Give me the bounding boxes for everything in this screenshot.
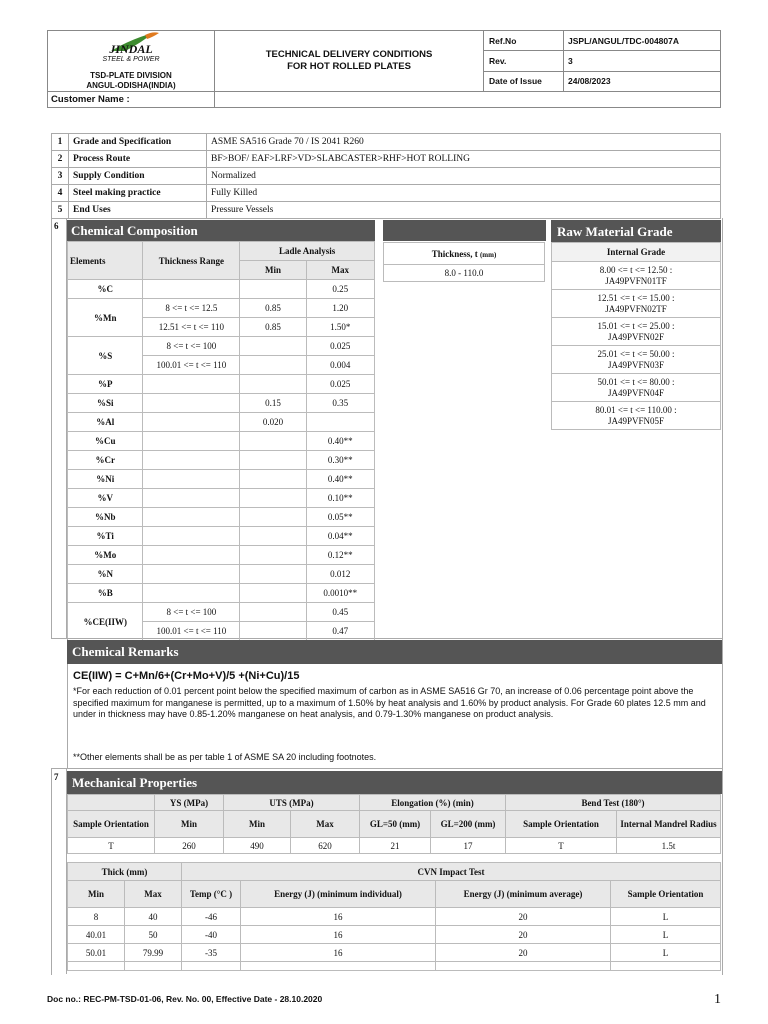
remarks-paragraph-1: *For each reduction of 0.01 percent point below the specified maximum of carbon as in ASME SA516 Gr 70, an increase of 0.06 percentage point above the specified maximum for manganese is permitted, up to a maximum of 1.50% by heat analysis and 1.60% by product analysis. For Grade 60 plates 12.5 mm and under in thickness may have 0.85-1.20% manganese on heat analysis, and 0.79-1.30% manganese on product analysis. bbox=[73, 686, 706, 719]
chemical-remarks-title: Chemical Remarks bbox=[67, 640, 722, 664]
ref-label: Ref.No bbox=[484, 31, 564, 51]
thickness-range: 100.01 <= t <= 110 bbox=[143, 356, 240, 375]
spec-row-number: 2 bbox=[52, 151, 69, 168]
cvn-orientation: L bbox=[611, 908, 721, 926]
footer-doc-number: Doc no.: REC-PM-TSD-01-06, Rev. No. 00, Effective Date - 28.10.2020 bbox=[47, 994, 323, 1004]
element-name: %V bbox=[68, 489, 143, 508]
element-name: %Mn bbox=[68, 299, 143, 337]
company-logo-cell bbox=[48, 31, 215, 92]
date-label: Date of Issue bbox=[484, 71, 564, 91]
ladle-max: 0.12** bbox=[306, 546, 374, 565]
ladle-max: 0.025 bbox=[306, 375, 374, 394]
raw-material-grade-table bbox=[551, 242, 721, 430]
cvn-thick-max: 40 bbox=[125, 908, 182, 926]
mech-bend-orientation: T bbox=[506, 838, 617, 854]
header-cvn-impact: CVN Impact Test bbox=[182, 863, 721, 881]
grade-code: JA49PVFN01TF bbox=[605, 275, 667, 286]
header-min: Min bbox=[240, 261, 306, 280]
raw-material-row bbox=[552, 346, 721, 374]
ladle-min: 0.85 bbox=[240, 299, 306, 318]
spec-row-value: Fully Killed bbox=[207, 185, 721, 202]
mech-data-row bbox=[68, 838, 721, 854]
spec-row-number: 1 bbox=[52, 134, 69, 151]
title-line-2: FOR HOT ROLLED PLATES bbox=[287, 61, 411, 72]
grade-range: 50.01 <= t <= 80.00 : bbox=[597, 376, 675, 387]
element-name: %Si bbox=[68, 394, 143, 413]
thickness-header bbox=[384, 243, 545, 265]
cvn-empty-cell bbox=[182, 962, 241, 971]
mechanical-properties-table bbox=[67, 794, 721, 854]
ladle-min: 0.020 bbox=[240, 413, 306, 432]
ladle-min bbox=[240, 356, 306, 375]
thickness-value: 8.0 - 110.0 bbox=[384, 265, 545, 282]
chem-row bbox=[68, 432, 375, 451]
ladle-max: 0.0010** bbox=[306, 584, 374, 603]
ladle-max: 0.025 bbox=[306, 337, 374, 356]
thickness-range: 100.01 <= t <= 110 bbox=[143, 622, 240, 641]
header-temp: Temp (°C ) bbox=[182, 881, 241, 908]
jindal-logo bbox=[48, 31, 214, 71]
header-ys: YS (MPa) bbox=[155, 795, 224, 811]
grade-range: 80.01 <= t <= 110.00 : bbox=[595, 404, 677, 415]
header-energy-individual: Energy (J) (minimum individual) bbox=[241, 881, 436, 908]
cvn-empty-cell bbox=[68, 962, 125, 971]
header-energy-average: Energy (J) (minimum average) bbox=[436, 881, 611, 908]
ladle-min bbox=[240, 603, 306, 622]
raw-material-row bbox=[552, 290, 721, 318]
header-uts-max: Max bbox=[291, 811, 360, 838]
cvn-temp: -46 bbox=[182, 908, 241, 926]
chem-row bbox=[68, 375, 375, 394]
thickness-range bbox=[143, 394, 240, 413]
header-bend-sample: Sample Orientation bbox=[506, 811, 617, 838]
ref-value: JSPL/ANGUL/TDC-004807A bbox=[564, 31, 721, 51]
section-6-number: 6 bbox=[54, 221, 59, 231]
header-sample-orientation: Sample Orientation bbox=[68, 811, 155, 838]
element-name: %Nb bbox=[68, 508, 143, 527]
document-title bbox=[215, 31, 484, 92]
raw-material-row bbox=[552, 374, 721, 402]
cvn-orientation: L bbox=[611, 944, 721, 962]
chem-row bbox=[68, 394, 375, 413]
raw-material-row bbox=[552, 262, 721, 290]
ladle-max bbox=[306, 413, 374, 432]
internal-grade-header: Internal Grade bbox=[552, 243, 721, 262]
chem-row bbox=[68, 565, 375, 584]
ladle-min bbox=[240, 565, 306, 584]
header-max: Max bbox=[306, 261, 374, 280]
cvn-energy-average: 20 bbox=[436, 944, 611, 962]
thickness-header-label: Thickness, t bbox=[431, 248, 478, 259]
thickness-range bbox=[143, 527, 240, 546]
mech-orientation: T bbox=[68, 838, 155, 854]
ladle-min bbox=[240, 451, 306, 470]
ladle-min bbox=[240, 432, 306, 451]
header-thick-min: Min bbox=[68, 881, 125, 908]
cvn-temp: -40 bbox=[182, 926, 241, 944]
element-name: %N bbox=[68, 565, 143, 584]
rev-value: 3 bbox=[564, 51, 721, 71]
header-cvn-orientation: Sample Orientation bbox=[611, 881, 721, 908]
page-number: 1 bbox=[714, 992, 721, 1007]
rev-label: Rev. bbox=[484, 51, 564, 71]
mech-uts-max: 620 bbox=[291, 838, 360, 854]
ladle-min bbox=[240, 280, 306, 299]
thickness-range bbox=[143, 432, 240, 451]
raw-material-cell bbox=[552, 346, 721, 374]
cvn-row bbox=[68, 944, 721, 962]
grade-range: 12.51 <= t <= 15.00 : bbox=[597, 292, 675, 303]
ladle-max: 0.47 bbox=[306, 622, 374, 641]
header-elements: Elements bbox=[68, 242, 143, 280]
cvn-temp: -35 bbox=[182, 944, 241, 962]
spec-row-key: Steel making practice bbox=[69, 185, 207, 202]
raw-material-cell bbox=[552, 374, 721, 402]
thickness-range bbox=[143, 565, 240, 584]
thickness-range bbox=[143, 375, 240, 394]
header-uts-min: Min bbox=[224, 811, 291, 838]
cvn-empty-cell bbox=[611, 962, 721, 971]
thickness-range bbox=[143, 508, 240, 527]
cvn-energy-average: 20 bbox=[436, 926, 611, 944]
ladle-min bbox=[240, 527, 306, 546]
ladle-max: 0.45 bbox=[306, 603, 374, 622]
spec-row-value: Normalized bbox=[207, 168, 721, 185]
raw-material-cell bbox=[552, 402, 721, 430]
cvn-empty-cell bbox=[436, 962, 611, 971]
raw-material-row bbox=[552, 318, 721, 346]
spec-row bbox=[52, 151, 721, 168]
mech-ys-min: 260 bbox=[155, 838, 224, 854]
header-ys-min: Min bbox=[155, 811, 224, 838]
logo-name: JINDAL bbox=[109, 42, 153, 56]
ladle-min: 0.15 bbox=[240, 394, 306, 413]
date-value: 24/08/2023 bbox=[564, 71, 721, 91]
chem-row bbox=[68, 489, 375, 508]
ladle-max: 0.012 bbox=[306, 565, 374, 584]
spec-row-value: Pressure Vessels bbox=[207, 202, 721, 219]
mechanical-properties-title: Mechanical Properties bbox=[67, 771, 722, 794]
customer-label: Customer Name : bbox=[48, 92, 215, 108]
spec-row-value: BF>BOF/ EAF>LRF>VD>SLABCASTER>RHF>HOT ROLLING bbox=[207, 151, 721, 168]
thickness-table bbox=[383, 242, 545, 282]
mech-gl50: 21 bbox=[360, 838, 431, 854]
cvn-empty-row bbox=[68, 962, 721, 971]
cvn-empty-cell bbox=[125, 962, 182, 971]
spec-row-key: Process Route bbox=[69, 151, 207, 168]
header-uts: UTS (MPa) bbox=[224, 795, 360, 811]
chem-row bbox=[68, 337, 375, 356]
cvn-energy-individual: 16 bbox=[241, 926, 436, 944]
spec-row-number: 5 bbox=[52, 202, 69, 219]
ladle-min bbox=[240, 546, 306, 565]
spec-row bbox=[52, 185, 721, 202]
grade-code: JA49PVFN02TF bbox=[605, 303, 667, 314]
element-name: %B bbox=[68, 584, 143, 603]
spec-row-key: End Uses bbox=[69, 202, 207, 219]
spec-row bbox=[52, 134, 721, 151]
ladle-max: 0.40** bbox=[306, 470, 374, 489]
ladle-min bbox=[240, 508, 306, 527]
logo-subtitle: STEEL & POWER bbox=[102, 56, 160, 63]
chem-row bbox=[68, 280, 375, 299]
thickness-range bbox=[143, 584, 240, 603]
header-ladle-analysis: Ladle Analysis bbox=[240, 242, 375, 261]
mech-gl200: 17 bbox=[431, 838, 506, 854]
element-name: %S bbox=[68, 337, 143, 375]
cvn-energy-average: 20 bbox=[436, 908, 611, 926]
thickness-range bbox=[143, 489, 240, 508]
thickness-range bbox=[143, 451, 240, 470]
ladle-max: 0.35 bbox=[306, 394, 374, 413]
element-name: %Ni bbox=[68, 470, 143, 489]
thickness-range: 8 <= t <= 100 bbox=[143, 337, 240, 356]
ladle-max: 0.30** bbox=[306, 451, 374, 470]
header-gl50: GL=50 (mm) bbox=[360, 811, 431, 838]
cvn-orientation: L bbox=[611, 926, 721, 944]
grade-code: JA49PVFN02F bbox=[607, 331, 665, 342]
chem-row bbox=[68, 508, 375, 527]
thickness-range: 8 <= t <= 100 bbox=[143, 603, 240, 622]
grade-range: 8.00 <= t <= 12.50 : bbox=[599, 264, 673, 275]
ladle-max: 0.10** bbox=[306, 489, 374, 508]
element-name: %Cu bbox=[68, 432, 143, 451]
ladle-max: 0.004 bbox=[306, 356, 374, 375]
element-name: %Mo bbox=[68, 546, 143, 565]
chemical-composition-title: Chemical Composition bbox=[67, 220, 375, 241]
division-name: TSD-PLATE DIVISION bbox=[90, 71, 172, 80]
customer-value bbox=[215, 92, 721, 108]
spec-row-number: 4 bbox=[52, 185, 69, 202]
element-name: %Ti bbox=[68, 527, 143, 546]
thickness-range: 12.51 <= t <= 110 bbox=[143, 318, 240, 337]
ladle-max: 0.40** bbox=[306, 432, 374, 451]
thickness-range: 8 <= t <= 12.5 bbox=[143, 299, 240, 318]
mech-mandrel-radius: 1.5t bbox=[617, 838, 721, 854]
grade-code: JA49PVFN05F bbox=[607, 415, 665, 426]
header-elongation: Elongation (%) (min) bbox=[360, 795, 506, 811]
specification-table bbox=[51, 133, 721, 219]
cvn-thick-min: 8 bbox=[68, 908, 125, 926]
spec-row-key: Grade and Specification bbox=[69, 134, 207, 151]
element-name: %CE(IIW) bbox=[68, 603, 143, 641]
header-thickness-range: Thickness Range bbox=[143, 242, 240, 280]
chem-row bbox=[68, 470, 375, 489]
ladle-min bbox=[240, 337, 306, 356]
document-header bbox=[47, 30, 721, 108]
raw-material-grade-title: Raw Material Grade bbox=[551, 220, 721, 244]
chem-row bbox=[68, 413, 375, 432]
chem-row bbox=[68, 527, 375, 546]
grade-code: JA49PVFN03F bbox=[607, 359, 665, 370]
cvn-impact-table bbox=[67, 862, 721, 971]
header-gl200: GL=200 (mm) bbox=[431, 811, 506, 838]
header-mandrel-radius: Internal Mandrel Radius bbox=[617, 811, 721, 838]
ladle-min: 0.85 bbox=[240, 318, 306, 337]
ladle-min bbox=[240, 470, 306, 489]
chem-row bbox=[68, 546, 375, 565]
cvn-row bbox=[68, 926, 721, 944]
ladle-min bbox=[240, 375, 306, 394]
ladle-min bbox=[240, 489, 306, 508]
chem-row bbox=[68, 451, 375, 470]
ce-formula: CE(IIW) = C+Mn/6+(Cr+Mo+V)/5 +(Ni+Cu)/15 bbox=[73, 670, 300, 682]
thickness-range bbox=[143, 280, 240, 299]
ladle-max: 0.04** bbox=[306, 527, 374, 546]
spec-row bbox=[52, 202, 721, 219]
ladle-max: 0.05** bbox=[306, 508, 374, 527]
spec-row-number: 3 bbox=[52, 168, 69, 185]
mech-header-blank bbox=[68, 795, 155, 811]
header-thick-max: Max bbox=[125, 881, 182, 908]
mech-uts-min: 490 bbox=[224, 838, 291, 854]
location-name: ANGUL-ODISHA(INDIA) bbox=[86, 81, 176, 90]
cvn-energy-individual: 16 bbox=[241, 944, 436, 962]
element-name: %P bbox=[68, 375, 143, 394]
cvn-energy-individual: 16 bbox=[241, 908, 436, 926]
ladle-min bbox=[240, 584, 306, 603]
chem-row bbox=[68, 299, 375, 318]
chem-row bbox=[68, 584, 375, 603]
cvn-thick-min: 50.01 bbox=[68, 944, 125, 962]
ladle-max: 1.20 bbox=[306, 299, 374, 318]
remarks-paragraph-2: **Other elements shall be as per table 1 of ASME SA 20 including footnotes. bbox=[73, 752, 377, 762]
ladle-max: 1.50* bbox=[306, 318, 374, 337]
title-line-1: TECHNICAL DELIVERY CONDITIONS bbox=[265, 49, 433, 60]
cvn-row bbox=[68, 908, 721, 926]
spec-row bbox=[52, 168, 721, 185]
header-thick: Thick (mm) bbox=[68, 863, 182, 881]
element-name: %C bbox=[68, 280, 143, 299]
thickness-range bbox=[143, 413, 240, 432]
grade-range: 15.01 <= t <= 25.00 : bbox=[597, 320, 675, 331]
chemical-composition-table bbox=[67, 241, 375, 641]
element-name: %Cr bbox=[68, 451, 143, 470]
raw-material-row bbox=[552, 402, 721, 430]
spec-row-value: ASME SA516 Grade 70 / IS 2041 R260 bbox=[207, 134, 721, 151]
thickness-title-bar bbox=[383, 220, 546, 241]
chem-row bbox=[68, 603, 375, 622]
section-7-number: 7 bbox=[54, 772, 59, 782]
thickness-unit: (mm) bbox=[479, 250, 497, 259]
element-name: %Al bbox=[68, 413, 143, 432]
ladle-max: 0.25 bbox=[306, 280, 374, 299]
thickness-range bbox=[143, 546, 240, 565]
raw-material-cell bbox=[552, 290, 721, 318]
grade-code: JA49PVFN04F bbox=[607, 387, 665, 398]
cvn-thick-max: 50 bbox=[125, 926, 182, 944]
cvn-empty-cell bbox=[241, 962, 436, 971]
cvn-thick-max: 79.99 bbox=[125, 944, 182, 962]
grade-range: 25.01 <= t <= 50.00 : bbox=[597, 348, 675, 359]
thickness-range bbox=[143, 470, 240, 489]
cvn-thick-min: 40.01 bbox=[68, 926, 125, 944]
header-bend-test: Bend Test (180°) bbox=[506, 795, 721, 811]
raw-material-cell bbox=[552, 262, 721, 290]
raw-material-cell bbox=[552, 318, 721, 346]
spec-row-key: Supply Condition bbox=[69, 168, 207, 185]
